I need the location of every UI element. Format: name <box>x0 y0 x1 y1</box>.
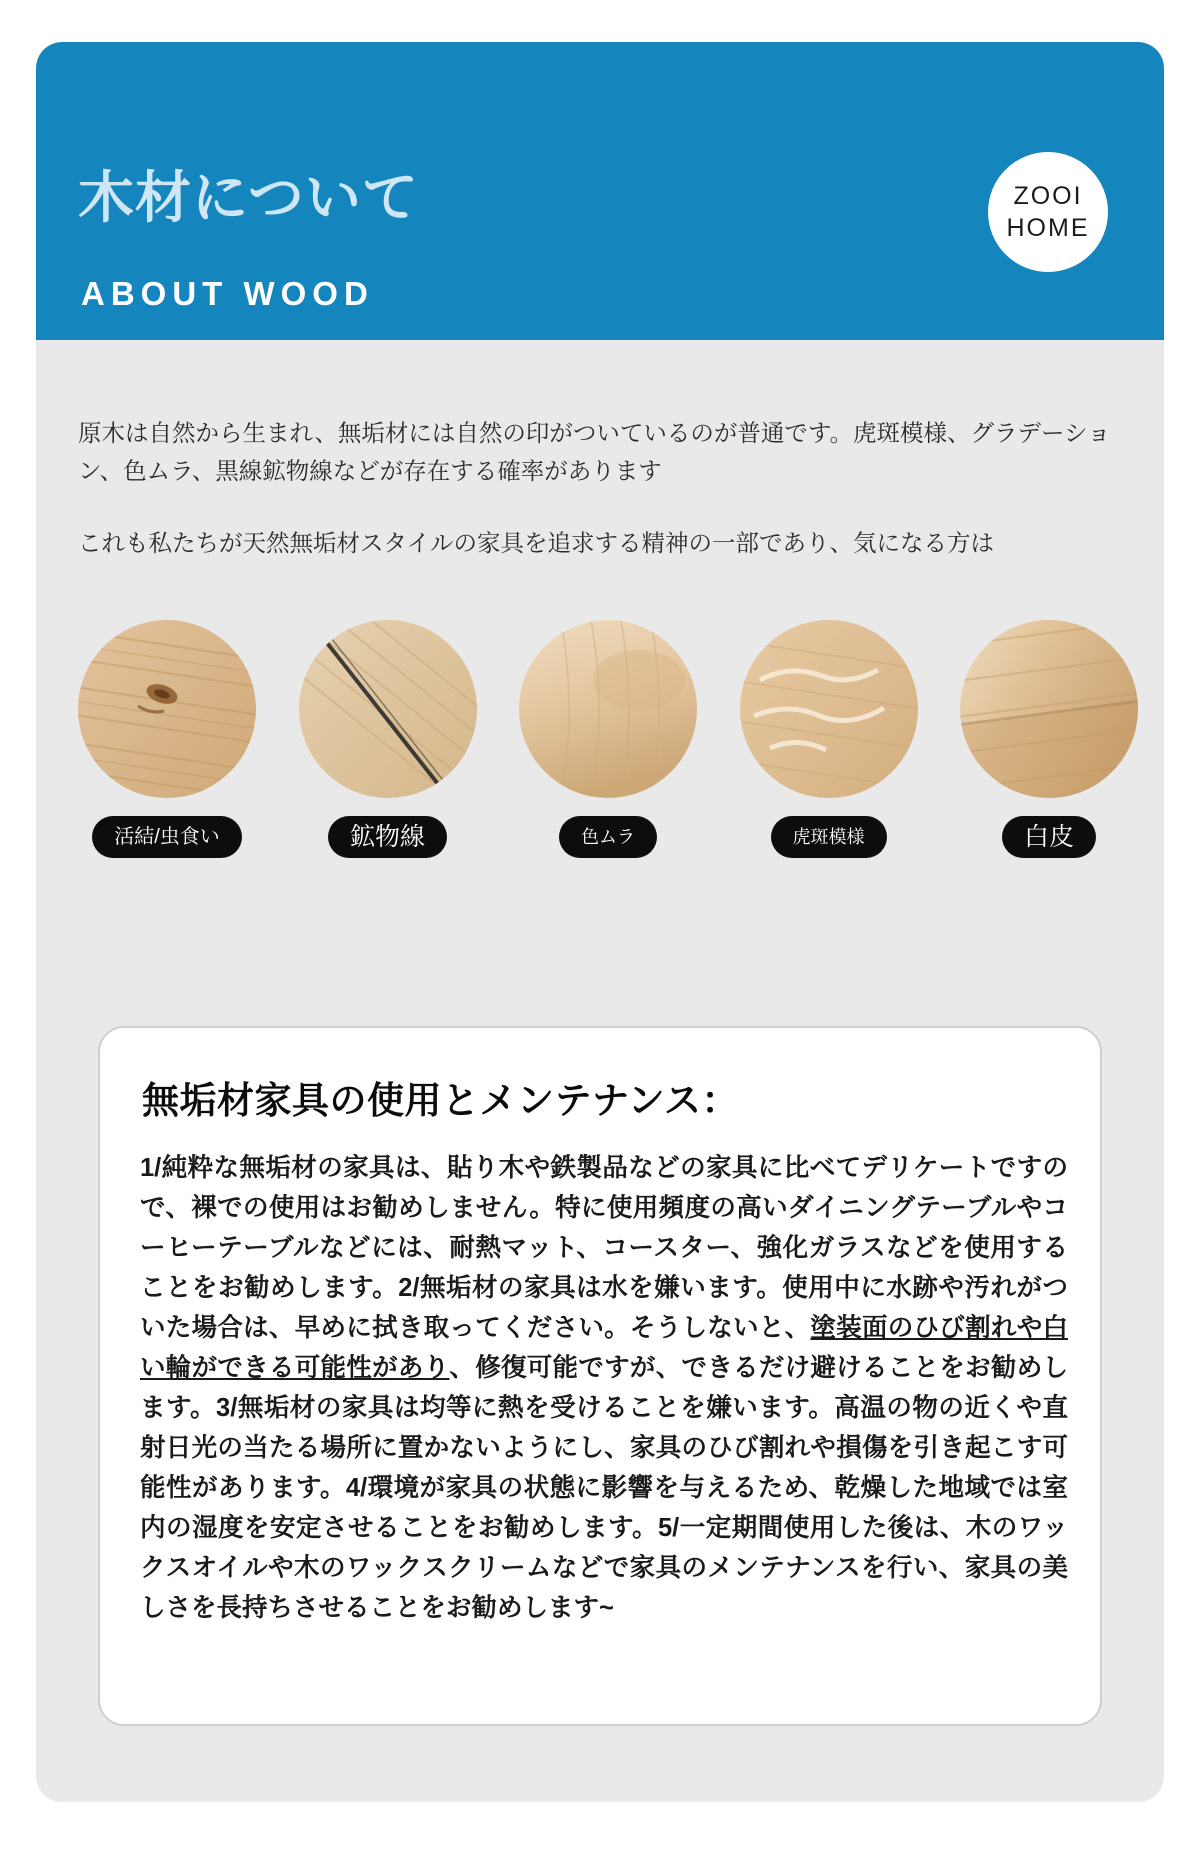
brand-logo <box>988 152 1108 272</box>
intro-paragraph-2: これも私たちが天然無垢材スタイルの家具を追求する精神の一部であり、気になる方は <box>78 530 995 556</box>
swatch-item <box>78 620 256 858</box>
swatch-item <box>519 620 697 858</box>
intro-paragraph-1: 原木は自然から生まれ、無垢材には自然の印がついているのが普通です。虎斑模様、グラデーション、色ムラ、黒線鉱物線などが存在する確率があります <box>78 420 1111 484</box>
page-title: 木材について <box>78 166 419 229</box>
maintenance-body-underlined: 塗装面のひび割れや白い輪ができる可能性があり <box>140 1314 1068 1382</box>
swatch-label: 白皮 <box>1002 816 1096 858</box>
swatch-item <box>960 620 1138 858</box>
maintenance-title: 無垢材家具の使用とメンテナンス： <box>142 1080 740 1121</box>
intro-text <box>78 414 1138 596</box>
card-header <box>36 42 1164 340</box>
info-card <box>36 42 1164 1802</box>
wood-sample-image <box>519 620 697 798</box>
maintenance-body <box>140 1148 1068 1628</box>
brand-logo-line1: ZOOI <box>1013 181 1083 210</box>
wood-feature-swatches <box>78 620 1138 858</box>
wood-sample-image <box>78 620 256 798</box>
wood-sample-image <box>740 620 918 798</box>
page-subtitle: ABOUT WOOD <box>81 275 374 312</box>
swatch-label: 鉱物線 <box>328 816 447 858</box>
swatch-label: 虎斑模様 <box>771 816 887 858</box>
wood-sample-image <box>960 620 1138 798</box>
swatch-label: 色ムラ <box>559 816 657 858</box>
maintenance-body-part2: 、修復可能ですが、できるだけ避けることをお勧めします。3/無垢材の家具は均等に熱を受けることを嫌います。高温の物の近くや直射日光の当たる場所に置かないようにし、家具のひび割れや損傷を引き起こす可能性があります。4/環境が家具の状態に影響を与えるため、乾燥した地域では室内の湿度を安定させることをお勧めします。5/一定期間使用した後は、木のワックスオイルや木のワックスクリームなどで家具のメンテナンスを行い、家具の美しさを長持ちさせることをお勧めします~ <box>140 1354 1068 1622</box>
swatch-item <box>299 620 477 858</box>
maintenance-panel <box>98 1026 1102 1726</box>
wood-sample-image <box>299 620 477 798</box>
maintenance-body-part1: 1/純粋な無垢材の家具は、貼り木や鉄製品などの家具に比べてデリケートですので、裸での使用はお勧めしません。特に使用頻度の高いダイニングテーブルやコーヒーテーブルなどには、耐熱マット、コースター、強化ガラスなどを使用することをお勧めします。2/無垢材の家具は水を嫌います。使用中に水跡や汚れがついた場合は、早めに拭き取ってください。そうしないと、 <box>140 1154 1068 1342</box>
swatch-label: 活結/虫食い <box>92 816 242 858</box>
swatch-item <box>740 620 918 858</box>
brand-logo-line2: HOME <box>1006 214 1090 242</box>
